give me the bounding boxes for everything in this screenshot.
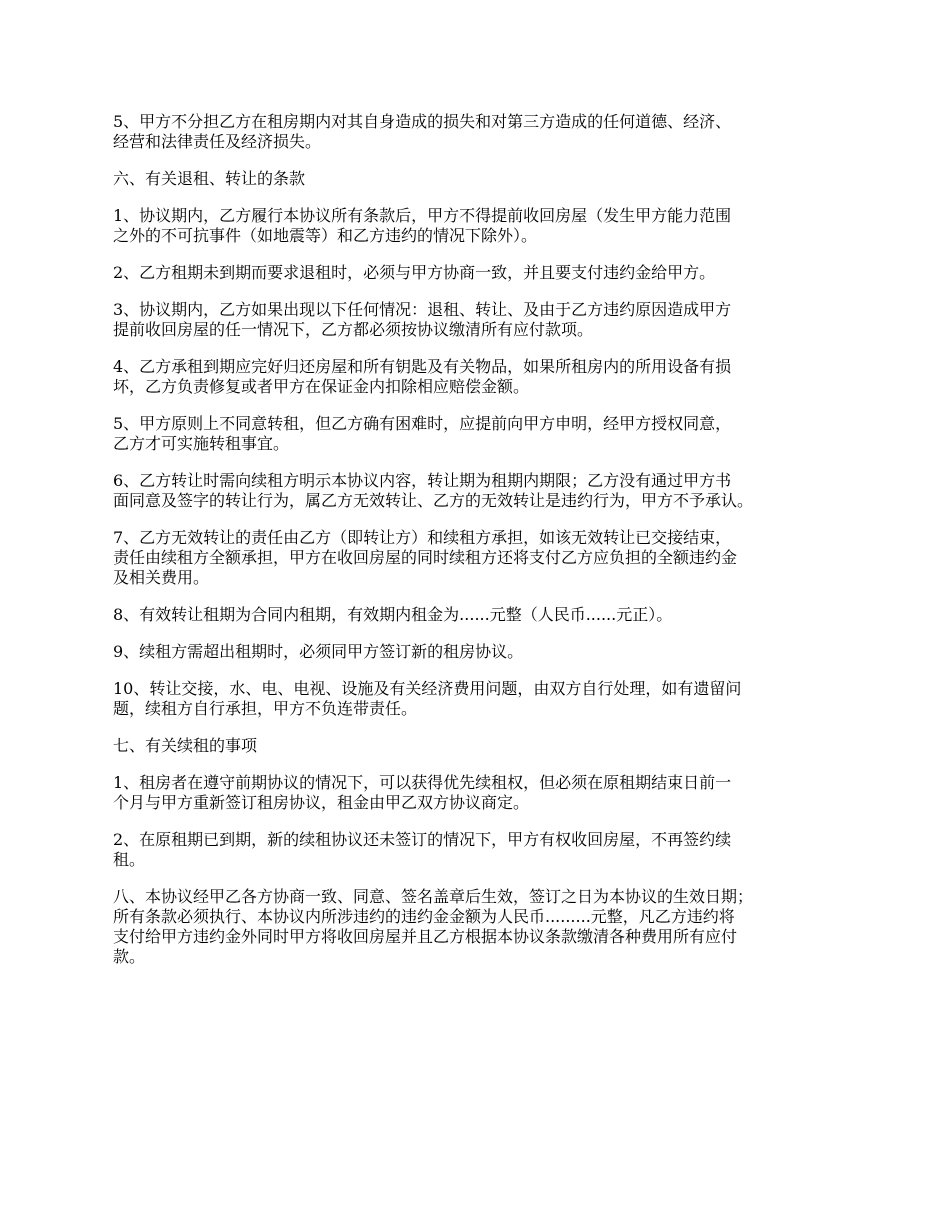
clause-paragraph: 7、乙方无效转让的责任由乙方（即转让方）和续租方承担，如该无效转让已交接结束， 责任由续租方全额承担，甲方在收回房屋的同时续租方还将支付乙方应负担的全额违约金 及相关费用。 <box>113 528 738 587</box>
section-heading: 六、有关退租、转让的条款 <box>113 169 306 188</box>
clause-paragraph: 1、租房者在遵守前期协议的情况下，可以获得优先续租权，但必须在原租期结束日前一 个月与甲方重新签订租房协议，租金由甲乙双方协议商定。 <box>113 773 732 812</box>
clause-paragraph: 1、协议期内，乙方履行本协议所有条款后，甲方不得提前收回房屋（发生甲方能力范围 之外的不可抗事件（如地震等）和乙方违约的情况下除外）。 <box>113 206 732 245</box>
clause-paragraph: 6、乙方转让时需向续租方明示本协议内容，转让期为租期内期限；乙方没有通过甲方书 面同意及签字的转让行为，属乙方无效转让、乙方的无效转让是违约行为，甲方不予承认。 <box>113 471 754 510</box>
clause-paragraph: 3、协议期内，乙方如果出现以下任何情况：退租、转让、及由于乙方违约原因造成甲方 提前收回房屋的任一情况下，乙方都必须按协议缴清所有应付款项。 <box>113 300 732 339</box>
clause-paragraph: 八、本协议经甲乙各方协商一致、同意、签名盖章后生效，签订之日为本协议的生效日期； 所有条款必须执行、本协议内所涉违约的违约金金额为人民币.........元整，凡乙方违约将 支付给甲方违约金外同时甲方将收回房屋并且乙方根据本协议条款缴清各种费用所有应付 款。 <box>113 887 754 966</box>
clause-paragraph: 2、在原租期已到期，新的续租协议还未签订的情况下，甲方有权收回房屋，不再签约续 租。 <box>113 830 732 869</box>
clause-paragraph: 2、乙方租期未到期而要求退租时，必须与甲方协商一致，并且要支付违约金给甲方。 <box>113 263 716 282</box>
clause-paragraph: 8、有效转让租期为合同内租期，有效期内租金为......元整（人民币......元正）。 <box>113 605 673 624</box>
document-body <box>113 112 853 984</box>
clause-paragraph: 5、甲方不分担乙方在租房期内对其自身造成的损失和对第三方造成的任何道德、经济、 经营和法律责任及经济损失。 <box>113 112 732 151</box>
section-heading: 七、有关续租的事项 <box>113 736 258 755</box>
clause-paragraph: 10、转让交接，水、电、电视、设施及有关经济费用问题，由双方自行处理，如有遗留问 题，续租方自行承担，甲方不负连带责任。 <box>113 679 742 718</box>
clause-paragraph: 5、甲方原则上不同意转租，但乙方确有困难时，应提前向甲方申明，经甲方授权同意， 乙方才可实施转租事宜。 <box>113 414 732 453</box>
clause-paragraph: 9、续租方需超出租期时，必须同甲方签订新的租房协议。 <box>113 642 524 661</box>
clause-paragraph: 4、乙方承租到期应完好归还房屋和所有钥匙及有关物品，如果所租房内的所用设备有损 坏，乙方负责修复或者甲方在保证金内扣除相应赔偿金额。 <box>113 357 732 396</box>
